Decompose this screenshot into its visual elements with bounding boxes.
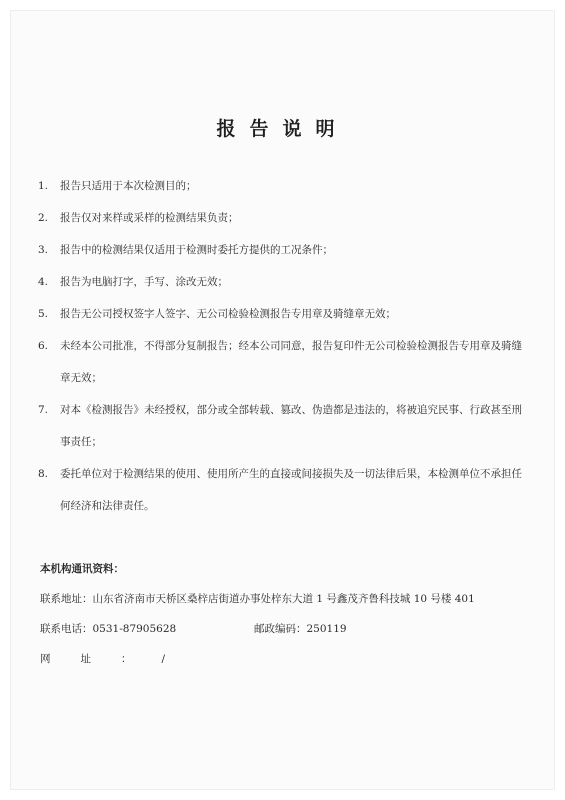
postcode-label: 邮政编码： bbox=[254, 623, 307, 635]
address-row bbox=[40, 584, 530, 614]
address-label: 联系地址： bbox=[40, 593, 93, 605]
list-item bbox=[38, 298, 528, 330]
document-page bbox=[10, 10, 555, 790]
item-text: 对本《检测报告》未经授权，部分或全部转载、篡改、伪造都是违法的，将被追究民事、行政甚至刑事责任； bbox=[60, 404, 522, 448]
item-number: 7. bbox=[38, 404, 49, 416]
postcode-group bbox=[254, 614, 347, 644]
item-number: 4. bbox=[38, 276, 49, 288]
list-item bbox=[38, 234, 528, 266]
phone-label: 联系电话： bbox=[40, 623, 93, 635]
list-item bbox=[38, 458, 528, 522]
phone-row bbox=[40, 614, 530, 644]
website-row bbox=[40, 644, 530, 674]
phone-value: 0531-87905628 bbox=[92, 623, 177, 635]
item-text: 未经本公司批准，不得部分复制报告；经本公司同意，报告复印件无公司检验检测报告专用章及骑缝章无效； bbox=[60, 340, 522, 384]
page-title: 报告说明 bbox=[216, 118, 349, 140]
website-value: / bbox=[161, 653, 166, 665]
website-label: 网址： bbox=[40, 653, 162, 665]
address-value: 山东省济南市天桥区桑梓店街道办事处梓东大道 1 号鑫茂齐鲁科技城 10 号楼 401 bbox=[92, 593, 475, 605]
contact-section bbox=[40, 554, 530, 674]
contact-heading: 本机构通讯资料： bbox=[40, 563, 124, 575]
item-number: 2. bbox=[38, 212, 49, 224]
list-item bbox=[38, 266, 528, 298]
item-text: 报告只适用于本次检测目的； bbox=[60, 180, 197, 192]
list-item bbox=[38, 330, 528, 394]
item-number: 3. bbox=[38, 244, 49, 256]
item-text: 委托单位对于检测结果的使用、使用所产生的直接或间接损失及一切法律后果，本检测单位不承担任何经济和法律责任。 bbox=[60, 468, 522, 512]
item-text: 报告中的检测结果仅适用于检测时委托方提供的工况条件； bbox=[60, 244, 333, 256]
list-item bbox=[38, 170, 528, 202]
list-item bbox=[38, 202, 528, 234]
item-text: 报告仅对来样或采样的检测结果负责； bbox=[60, 212, 239, 224]
item-number: 1. bbox=[38, 180, 49, 192]
item-number: 5. bbox=[38, 308, 49, 320]
item-number: 8. bbox=[38, 468, 49, 480]
list-item bbox=[38, 394, 528, 458]
item-text: 报告无公司授权签字人签字、无公司检验检测报告专用章及骑缝章无效； bbox=[60, 308, 396, 320]
item-number: 6. bbox=[38, 340, 49, 352]
item-text: 报告为电脑打字，手写、涂改无效； bbox=[60, 276, 228, 288]
report-notes-list bbox=[38, 170, 528, 522]
postcode-value: 250119 bbox=[306, 623, 347, 635]
